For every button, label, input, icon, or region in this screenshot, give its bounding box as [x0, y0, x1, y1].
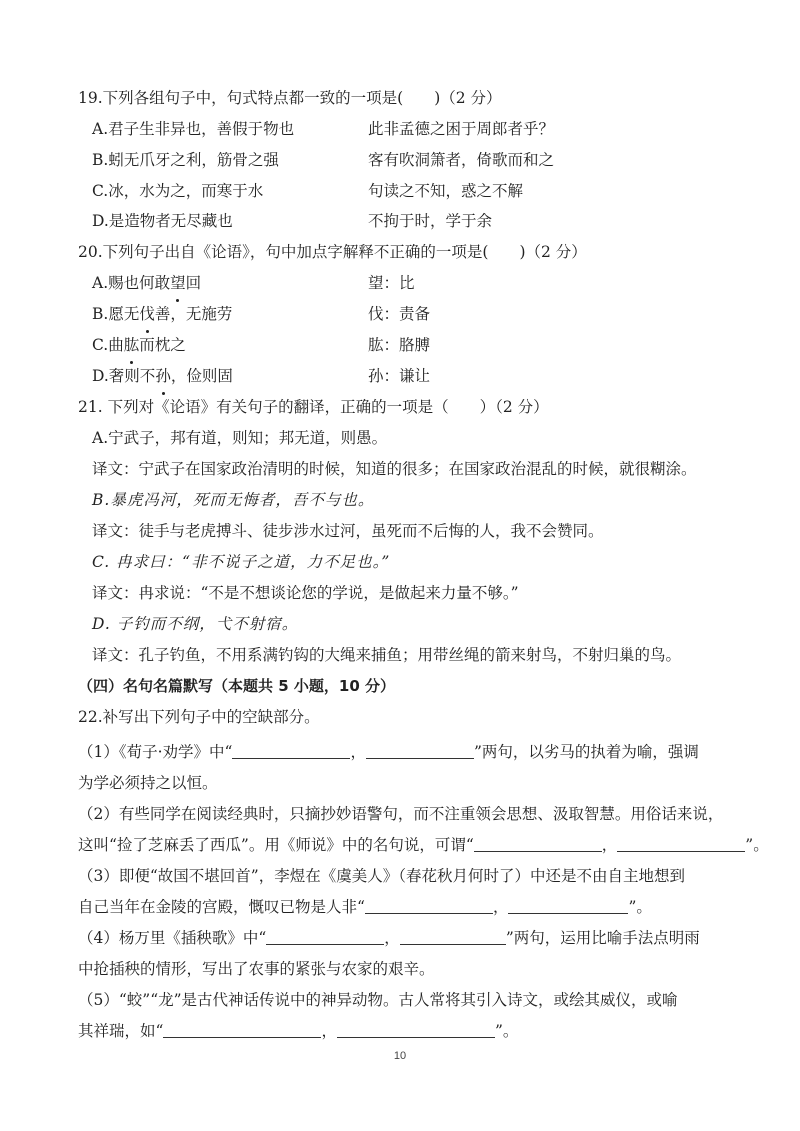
q21-option-a: A.宁武子，邦有道，则知；邦无道，则愚。: [92, 429, 388, 447]
answer-blank[interactable]: [337, 1019, 495, 1038]
q20-option-b: [0, 299, 800, 329]
option-left: D.是造物者无尽藏也: [92, 212, 233, 230]
q20-stem: 20.下列句子出自《论语》，句中加点字解释不正确的一项是( )（2 分）: [78, 243, 587, 261]
q21-stem: 21. 下列对《论语》有关句子的翻译，正确的一项是（ ）（2 分）: [78, 398, 549, 416]
q21-line: [0, 609, 800, 639]
option-text: D.奢则不: [92, 367, 156, 385]
option-right: 此非孟德之困于周郎者乎？: [368, 120, 555, 138]
q21-line: [0, 485, 800, 515]
option-text: ，俭则固: [170, 367, 233, 385]
q21-translation-a: 译文：宁武子在国家政治清明的时候，知道的很多；在国家政治混乱的时候，就很糊涂。: [92, 460, 697, 478]
item-text: ”两句，运用比喻手法点明雨: [505, 929, 700, 947]
answer-blank[interactable]: [366, 740, 474, 759]
q21-stem-line: [0, 392, 800, 422]
q21-translation-d: 译文：孔子钓鱼，不用系满钓钩的大绳来捕鱼；用带丝绳的箭来射鸟，不射归巢的鸟。: [92, 646, 682, 664]
q20-option-d: [0, 361, 800, 391]
q21-line: [0, 423, 800, 453]
comma: ，: [384, 929, 400, 947]
item-text: 其祥瑞，如“: [78, 1022, 164, 1040]
section-heading: （四）名句名篇默写（本题共 5 小题，10 分）: [78, 677, 395, 695]
item-text: 中抢插秧的情形，写出了农事的紧张与农家的艰辛。: [78, 960, 435, 978]
option-left: [92, 268, 201, 298]
option-right: 不拘于时，学于余: [368, 212, 493, 230]
q22-item-3-cont: [0, 892, 800, 922]
option-left: [92, 361, 233, 391]
option-text: B.愿无: [92, 305, 140, 323]
q20-stem-line: [0, 237, 800, 267]
q22-item-5-cont: [0, 1016, 800, 1046]
option-right: 肱：胳膊: [368, 336, 431, 354]
q22-item-1: [0, 737, 800, 767]
option-left: [92, 330, 186, 360]
comma: ，: [601, 836, 618, 854]
dotted-char: 望: [170, 268, 186, 298]
answer-blank[interactable]: [266, 926, 384, 945]
q19-option-d: [0, 206, 800, 236]
q21-line: [0, 547, 800, 577]
q22-item-5: [0, 985, 800, 1015]
answer-blank[interactable]: [617, 833, 745, 852]
option-left: [92, 299, 232, 329]
q21-option-b: B.暴虎冯河，死而无悔者，吾不与也。: [92, 491, 375, 509]
answer-blank[interactable]: [232, 740, 350, 759]
q22-item-4-text: [78, 923, 700, 953]
q22-item-5-text: [78, 1016, 518, 1046]
q22-item-1-text: [78, 737, 699, 767]
item-text: 这叫“捡了芝麻丢了西瓜”。用《师说》中的名句说，可谓“: [78, 836, 474, 854]
option-text: 而枕之: [139, 336, 186, 354]
item-text: ”。: [494, 1022, 519, 1040]
option-right: 孙：谦让: [368, 367, 431, 385]
page-number: 10: [393, 1050, 407, 1062]
item-text: （3）即便“故国不堪回首”，李煜在《虞美人》（春花秋月何时了）中还是不由自主地想到: [78, 867, 685, 885]
q22-stem-line: [0, 702, 800, 732]
option-text: 回: [185, 274, 202, 292]
q21-line: [0, 454, 800, 484]
item-text: （2）有些同学在阅读经典时，只摘抄妙语警句，而不注重领会思想、汲取智慧。用俗话来说，: [78, 805, 724, 823]
q19-stem: 19.下列各组句子中，句式特点都一致的一项是( )（2 分）: [78, 89, 502, 107]
q19-option-c: [0, 176, 800, 206]
q21-line: [0, 578, 800, 608]
q21-translation-b: 译文：徒手与老虎搏斗、徒步涉水过河，虽死而不后悔的人，我不会赞同。: [92, 522, 604, 540]
item-text: ”。: [745, 836, 769, 854]
option-right: 句读之不知，惑之不解: [368, 182, 524, 200]
answer-blank[interactable]: [163, 1019, 321, 1038]
option-right: 伐：责备: [368, 305, 431, 323]
answer-blank[interactable]: [365, 895, 493, 914]
item-text: 自己当年在金陵的宫殿，慨叹已物是人非“: [78, 898, 365, 916]
item-text: 为学必须持之以恒。: [78, 774, 218, 792]
dotted-char: 肱: [124, 330, 140, 360]
q19-option-b: [0, 145, 800, 175]
item-text: （4）杨万里《插秧歌》中“: [78, 929, 267, 947]
comma: ，: [350, 743, 366, 761]
answer-blank[interactable]: [474, 833, 602, 852]
item-text: （1）《荀子·劝学》中“: [78, 743, 233, 761]
q22-item-3-text: [78, 892, 652, 922]
comma: ，: [492, 898, 509, 916]
answer-blank[interactable]: [400, 926, 506, 945]
q22-item-1-cont: [0, 768, 800, 798]
q22-item-2-text: [78, 830, 769, 860]
q20-option-a: [0, 268, 800, 298]
q22-stem: 22.补写出下列句子中的空缺部分。: [78, 708, 320, 726]
answer-blank[interactable]: [508, 895, 628, 914]
option-right: 望：比: [368, 274, 415, 292]
item-text: ”两句，以劣马的执着为喻，强调: [473, 743, 699, 761]
comma: ，: [321, 1022, 337, 1040]
q19-stem-line: [0, 83, 800, 113]
q22-item-3: [0, 861, 800, 891]
q22-item-2: [0, 799, 800, 829]
option-left: C.冰，水为之，而寒于水: [92, 182, 264, 200]
option-text: C.曲: [92, 336, 124, 354]
item-text: ”。: [628, 898, 652, 916]
q21-option-d: D. 子钓而不纲，弋不射宿。: [92, 615, 299, 633]
section-heading-line: [0, 671, 800, 701]
dotted-char: 孙: [155, 361, 171, 391]
q22-item-4-cont: [0, 954, 800, 984]
q19-option-a: [0, 114, 800, 144]
q22-item-4: [0, 923, 800, 953]
q21-option-c: C. 冉求曰：“非不说子之道，力不足也。”: [92, 553, 391, 571]
item-text: （5）“蛟”“龙”是古代神话传说中的神异动物。古人常将其引入诗文，或绘其威仪，或喻: [78, 991, 678, 1009]
option-text: A.赐也何敢: [92, 274, 171, 292]
q21-line: [0, 640, 800, 670]
q20-option-c: [0, 330, 800, 360]
q21-translation-c: 译文：冉求说：“不是不想谈论您的学说，是做起来力量不够。”: [92, 584, 519, 602]
option-text: 善，无施劳: [154, 305, 233, 323]
q21-line: [0, 516, 800, 546]
option-left: B.蚓无爪牙之利，筋骨之强: [92, 151, 279, 169]
dotted-char: 伐: [139, 299, 155, 329]
q22-item-2-cont: [0, 830, 800, 860]
option-left: A.君子生非异也，善假于物也: [92, 120, 295, 138]
option-right: 客有吹洞箫者，倚歌而和之: [368, 151, 555, 169]
